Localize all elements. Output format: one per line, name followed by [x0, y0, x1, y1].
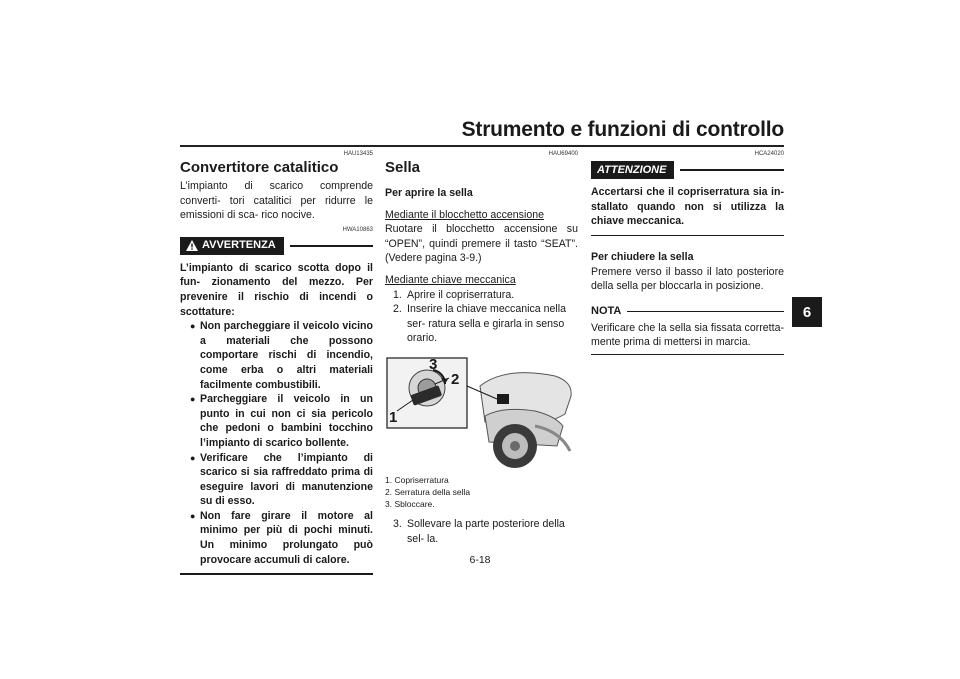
ref-code: HWA10863	[342, 226, 373, 233]
callout-label: 2	[451, 370, 460, 388]
ref-code: HAU69400	[548, 151, 578, 157]
method-ignition-text: Ruotare il blocchetto accensione su “OPEN”, quindi premere il tasto “SEAT”. (Vedere pagina 3-9.)	[385, 223, 578, 265]
ref-code: HCA24020	[754, 151, 784, 157]
note-text: Verificare che la sella sia fissata corretta- mente prima di mettersi in marcia.	[591, 321, 784, 349]
header-rule	[180, 145, 784, 147]
seat-lock-figure	[385, 356, 575, 468]
note-end-rule	[591, 354, 784, 355]
note-banner	[591, 304, 784, 319]
figure-caption: 3. Sbloccare.	[385, 498, 435, 509]
subheading-open-seat: Per aprire la sella	[385, 187, 473, 199]
intro-text: L’impianto di scarico comprende converti- tori catalitici per ridurre le emissioni di sca- rico nocive.	[180, 180, 373, 222]
warning-label: AVVERTENZA	[202, 239, 276, 252]
column-1	[180, 150, 373, 575]
warning-end-rule	[180, 573, 373, 575]
column-3	[591, 150, 784, 355]
subheading-close-seat: Per chiudere la sella	[591, 251, 694, 264]
list-item: 2. Inserire la chiave meccanica nella ser- ratura sella e girarla in senso orario.	[393, 303, 566, 345]
chapter-tab: 6	[792, 297, 822, 327]
warning-triangle-icon	[186, 240, 198, 251]
page-number: 6-18	[469, 554, 491, 566]
steps-list	[385, 288, 578, 346]
list-item: 1. Aprire il copriserratura.	[393, 288, 515, 301]
method-key: Mediante chiave meccanica	[385, 273, 516, 286]
column-2	[385, 150, 578, 546]
callout-label: 3	[429, 355, 438, 373]
warning-list	[180, 319, 373, 567]
figure-caption: 2. Serratura della sella	[385, 486, 471, 497]
note-label: NOTA	[591, 305, 622, 318]
steps-list-cont	[385, 517, 578, 546]
scooter-seat-lock-illustration	[385, 356, 575, 468]
list-item: 3. Sollevare la parte posteriore della sel- la.	[393, 517, 565, 545]
list-item: ● Non parcheggiare il veicolo vicino a materiali che possono comportare rischi di incendio, come erba o altri materiali facilmente combustibili.	[190, 319, 373, 392]
close-seat-text: Premere verso il basso il lato posteriore della sella per bloccarla in posizione.	[591, 265, 784, 293]
section-heading-seat: Sella	[385, 159, 421, 176]
list-item: ● Non fare girare il motore al minimo per più di pochi minuti. Un minimo prolungato può provocare accumuli di calore.	[190, 509, 373, 567]
callout-label: 1	[389, 408, 398, 426]
caution-banner	[591, 161, 784, 179]
method-ignition: Mediante il blocchetto accensione	[385, 208, 545, 221]
ref-code: HAU13435	[343, 151, 373, 157]
warning-banner	[180, 237, 373, 255]
caution-label: ATTENZIONE	[597, 163, 667, 176]
list-item: ● Parcheggiare il veicolo in un punto in cui non ci sia pericolo che pedoni o bambini tocchino l’impianto di scarico bollente.	[190, 392, 373, 450]
page-header-title: Strumento e funzioni di controllo	[461, 118, 784, 141]
figure-caption: 1. Copriserratura	[385, 474, 449, 485]
section-heading-catalytic: Convertitore catalitico	[180, 159, 339, 176]
warning-text: L’impianto di scarico scotta dopo il fun- zionamento del mezzo. Per prevenire il rischio di incendi o scottature:	[180, 261, 373, 318]
list-item: ● Verificare che l’impianto di scarico si sia raffreddato prima di eseguire lavori di manutenzione su di esso.	[190, 451, 373, 509]
caution-text: Accertarsi che il copriserratura sia in- stallato quando non si utilizza la chiave meccanica.	[591, 186, 784, 228]
